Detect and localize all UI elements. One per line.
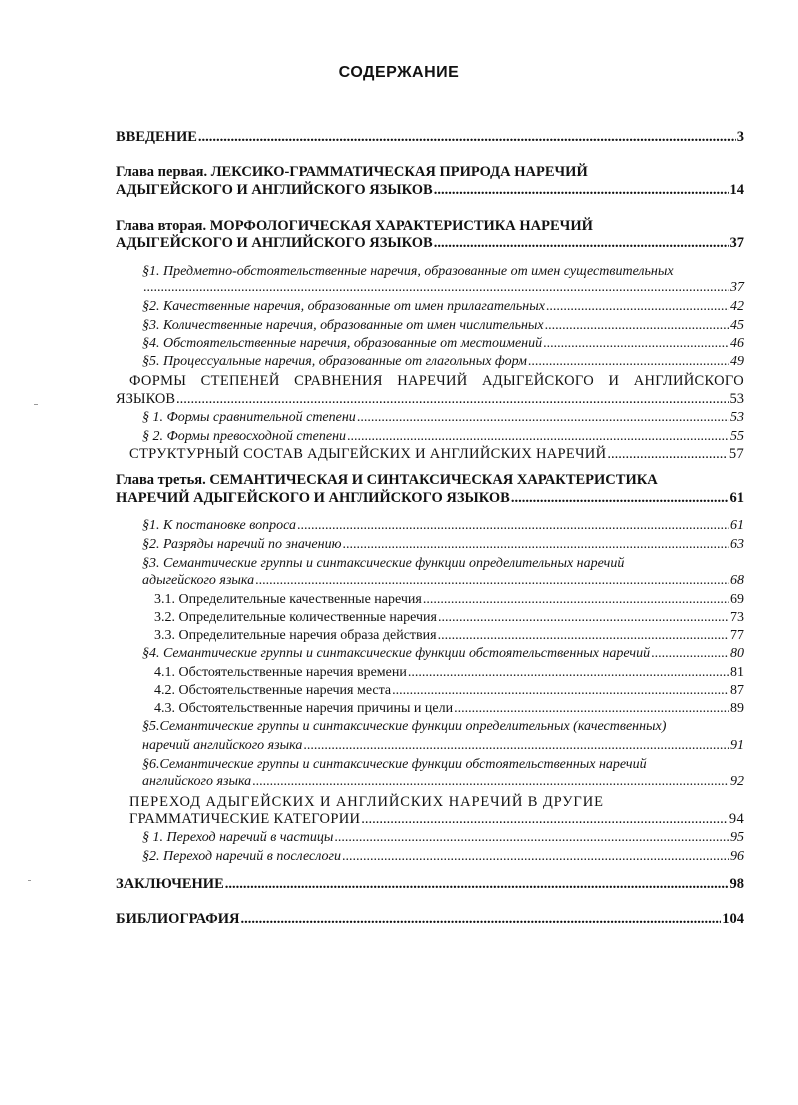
section-title: §1. Предметно-обстоятельственные наречия, образованные от имен существительных (142, 264, 674, 279)
toc-page: 98 (729, 876, 744, 892)
dot-leader (303, 737, 729, 755)
toc-chapter-1-line2[interactable] (116, 181, 744, 199)
toc-conclusion[interactable] (116, 875, 744, 893)
dot-leader (176, 390, 728, 408)
toc-page: 37 (730, 280, 744, 295)
dot-leader (240, 910, 721, 928)
section-title: §4. Обстоятельственные наречия, образованные от местоимений (142, 336, 543, 351)
chapter-title-cont: АДЫГЕЙСКОГО И АНГЛИЙСКОГО ЯЗЫКОВ (116, 182, 433, 198)
toc-ch3-section-6-cont[interactable] (142, 773, 744, 791)
heading-text-cont: ЯЗЫКОВ (116, 391, 176, 407)
toc-page: 49 (730, 354, 744, 369)
toc-label: ВВЕДЕНИЕ (116, 129, 197, 145)
toc-ch2-section-2[interactable] (142, 298, 744, 316)
toc-transition-2[interactable] (142, 848, 744, 866)
section-title: §2. Качественные наречия, образованные от имен прилагательных (142, 299, 545, 314)
toc-page: 73 (730, 610, 744, 625)
toc-ch3-sub-3-1[interactable] (154, 591, 744, 609)
toc-page: 53 (730, 410, 744, 425)
toc-page: 14 (729, 182, 744, 198)
page-title: СОДЕРЖАНИЕ (338, 64, 460, 81)
section-title-cont: английского языка (142, 774, 252, 789)
toc-chapter-1-line1[interactable] (116, 163, 744, 181)
dot-leader (198, 128, 736, 146)
toc-ch3-sub-3-3[interactable] (154, 627, 744, 645)
toc-ch3-section-3[interactable] (142, 555, 744, 573)
heading-text: СТРУКТУРНЫЙ СОСТАВ АДЫГЕЙСКИХ И АНГЛИЙСКИХ НАРЕЧИЙ (129, 446, 607, 462)
dot-leader (408, 664, 729, 682)
section-title: §5.Семантические группы и синтаксические функции определительных (качественных) (142, 719, 667, 734)
toc-ch3-sub-4-1[interactable] (154, 664, 744, 682)
toc-page: 68 (730, 573, 744, 588)
toc-page: 46 (730, 336, 744, 351)
chapter-prefix: Глава вторая. (116, 218, 207, 234)
dot-leader (438, 627, 729, 645)
toc-chapter-2-line1[interactable] (116, 217, 744, 235)
toc-page: 61 (730, 518, 744, 533)
toc-page: 91 (730, 738, 744, 753)
toc-page: 87 (730, 683, 744, 698)
toc-page: 63 (730, 537, 744, 552)
toc-transition-heading[interactable] (129, 793, 744, 811)
toc-forms-heading[interactable] (129, 372, 744, 390)
section-title: §6.Семантические группы и синтаксические функции обстоятельственных наречий (142, 757, 647, 772)
chapter-title: МОРФОЛОГИЧЕСКАЯ ХАРАКТЕРИСТИКА НАРЕЧИЙ (209, 218, 593, 234)
section-title: §5. Процессуальные наречия, образованные от глагольных форм (142, 354, 527, 369)
toc-ch3-section-5[interactable] (142, 718, 744, 736)
section-title: §2. Переход наречий в послеслоги (142, 849, 341, 864)
subsection-title: 3.1. Определительные качественные наречия (154, 592, 422, 607)
toc-page: 94 (728, 811, 744, 827)
dot-leader (651, 645, 729, 663)
dot-leader (434, 234, 729, 252)
toc-forms-2[interactable] (142, 428, 744, 446)
chapter-title: СЕМАНТИЧЕСКАЯ И СИНТАКСИЧЕСКАЯ ХАРАКТЕРИСТИКА (209, 472, 658, 488)
toc-ch3-section-4[interactable] (142, 645, 744, 663)
toc-chapter-3-line1[interactable] (116, 471, 744, 489)
toc-ch3-section-1[interactable] (142, 517, 744, 535)
toc-page: 89 (730, 701, 744, 716)
toc-ch2-section-5[interactable] (142, 353, 744, 371)
toc-page: 69 (730, 592, 744, 607)
section-title: §3. Количественные наречия, образованные от имен числительных (142, 318, 544, 333)
section-title: §1. К постановке вопроса (142, 518, 296, 533)
dot-leader (392, 682, 729, 700)
toc-label: ЗАКЛЮЧЕНИЕ (116, 876, 224, 892)
toc-ch2-section-4[interactable] (142, 335, 744, 353)
dot-leader (347, 428, 729, 446)
toc-page: 55 (730, 429, 744, 444)
toc-structure[interactable] (129, 445, 744, 463)
toc-page: 104 (722, 911, 744, 927)
toc-transition-1[interactable] (142, 829, 744, 847)
dot-leader (225, 875, 729, 893)
toc-page: 37 (729, 235, 744, 251)
toc-page: 92 (730, 774, 744, 789)
toc-chapter-2-line2[interactable] (116, 234, 744, 252)
dot-leader (528, 353, 729, 371)
dot-leader (438, 609, 729, 627)
toc-ch3-sub-4-3[interactable] (154, 700, 744, 718)
toc-page: 57 (728, 446, 744, 462)
toc-label: БИБЛИОГРАФИЯ (116, 911, 240, 927)
chapter-title: ЛЕКСИКО-ГРАММАТИЧЕСКАЯ ПРИРОДА НАРЕЧИЙ (210, 164, 588, 180)
dot-leader (361, 810, 728, 828)
toc-page: 77 (730, 628, 744, 643)
toc-page: 42 (730, 299, 744, 314)
chapter-title-cont: НАРЕЧИЙ АДЫГЕЙСКОГО И АНГЛИЙСКОГО ЯЗЫКОВ (116, 490, 510, 506)
dot-leader (255, 572, 729, 590)
section-title: §3. Семантические группы и синтаксические функции определительных наречий (142, 556, 625, 571)
toc-ch3-sub-4-2[interactable] (154, 682, 744, 700)
section-title: § 2. Формы превосходной степени (142, 429, 347, 444)
chapter-prefix: Глава третья. (116, 472, 206, 488)
section-title-cont: адыгейского языка (142, 573, 255, 588)
chapter-prefix: Глава первая. (116, 164, 208, 180)
dot-leader (454, 700, 729, 718)
subsection-title: 4.2. Обстоятельственные наречия места (154, 683, 392, 698)
toc-page: 3 (736, 129, 744, 145)
toc-bibliography[interactable] (116, 910, 744, 928)
dot-leader (297, 517, 729, 535)
dot-leader (252, 773, 729, 791)
heading-text-cont: ГРАММАТИЧЕСКИЕ КАТЕГОРИИ (129, 811, 361, 827)
toc-page: 96 (730, 849, 744, 864)
toc-page: 61 (729, 490, 744, 506)
subsection-title: 3.2. Определительные количественные наречия (154, 610, 437, 625)
scan-mark (34, 404, 38, 405)
toc-page: 81 (730, 665, 744, 680)
subsection-title: 4.3. Обстоятельственные наречия причины и цели (154, 701, 454, 716)
dot-leader (543, 335, 729, 353)
dot-leader (143, 279, 729, 297)
toc-ch3-section-6[interactable] (142, 756, 744, 774)
dot-leader (546, 298, 729, 316)
subsection-title: 4.1. Обстоятельственные наречия времени (154, 665, 407, 680)
dot-leader (342, 848, 729, 866)
dot-leader (545, 317, 729, 335)
toc-page: 45 (730, 318, 744, 333)
toc-chapter-3-line2[interactable] (116, 489, 744, 507)
toc-transition-heading-cont[interactable] (129, 810, 744, 828)
toc-page: 53 (729, 391, 744, 407)
toc-forms-heading-cont[interactable] (116, 390, 744, 408)
toc-ch3-sub-3-2[interactable] (154, 609, 744, 627)
dot-leader (357, 409, 729, 427)
dot-leader (334, 829, 729, 847)
dot-leader (423, 591, 729, 609)
section-title: § 1. Формы сравнительной степени (142, 410, 356, 425)
toc-page: 95 (730, 830, 744, 845)
section-title: §2. Разряды наречий по значению (142, 537, 342, 552)
dot-leader (511, 489, 729, 507)
toc-ch3-section-2[interactable] (142, 536, 744, 554)
dot-leader (342, 536, 729, 554)
toc-forms-1[interactable] (142, 409, 744, 427)
dot-leader (434, 181, 729, 199)
toc-intro[interactable] (116, 128, 744, 146)
subsection-title: 3.3. Определительные наречия образа действия (154, 628, 437, 643)
heading-text: ФОРМЫ СТЕПЕНЕЙ СРАВНЕНИЯ НАРЕЧИЙ АДЫГЕЙСКОГО И АНГЛИЙСКОГО (129, 373, 744, 389)
section-title: § 1. Переход наречий в частицы (142, 830, 334, 845)
section-title: §4. Семантические группы и синтаксические функции обстоятельственных наречий (142, 646, 651, 661)
scan-mark (28, 880, 31, 881)
dot-leader (607, 445, 728, 463)
heading-text: ПЕРЕХОД АДЫГЕЙСКИХ И АНГЛИЙСКИХ НАРЕЧИЙ В ДРУГИЕ (129, 794, 604, 810)
toc-ch2-section-3[interactable] (142, 317, 744, 335)
toc-ch2-section-1-leader[interactable] (142, 279, 744, 297)
chapter-title-cont: АДЫГЕЙСКОГО И АНГЛИЙСКОГО ЯЗЫКОВ (116, 235, 433, 251)
toc-ch3-section-5-cont[interactable] (142, 737, 744, 755)
section-title-cont: наречий английского языка (142, 738, 303, 753)
toc-ch3-section-3-cont[interactable] (142, 572, 744, 590)
toc-page: 80 (730, 646, 744, 661)
